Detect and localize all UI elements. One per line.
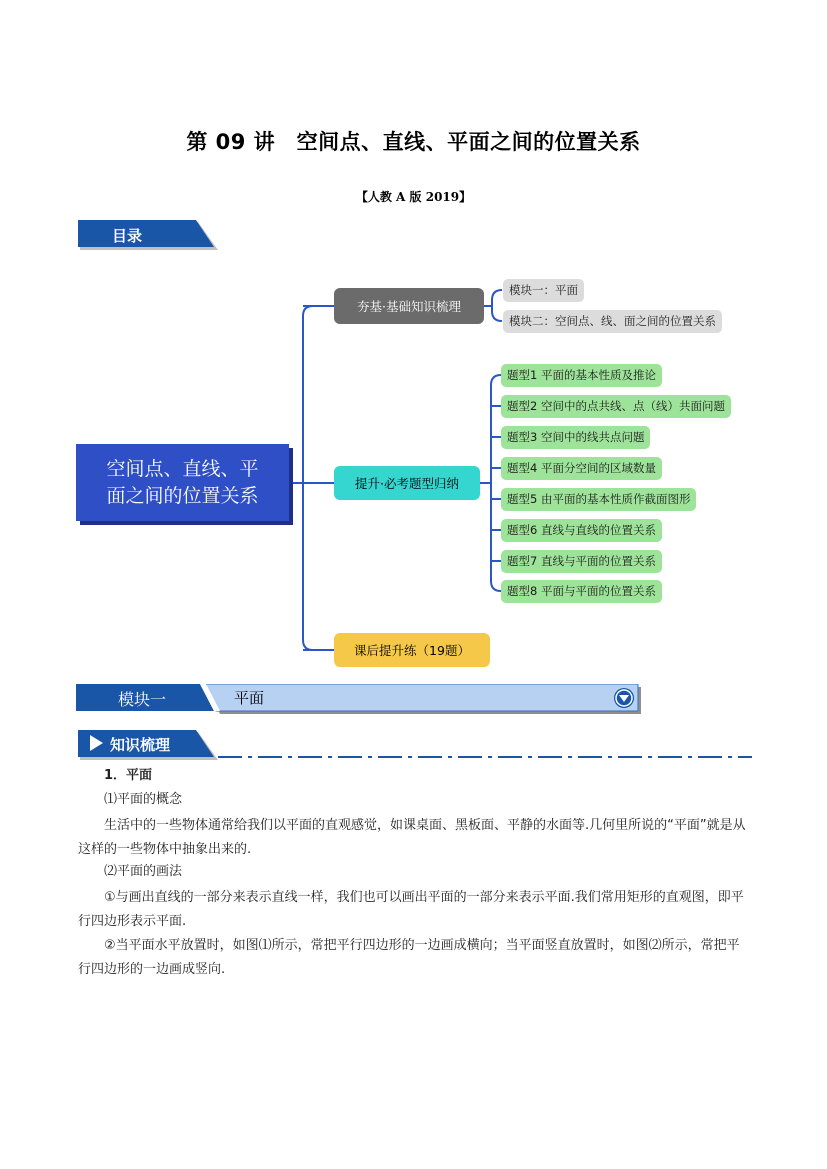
mindmap-branch-practice: 课后提升练（19题） (334, 633, 490, 667)
content-para3: ②当平面水平放置时，如图⑴所示，常把平行四边形的一边画成横向；当平面竖直放置时，如图⑵所示，常把平行四边形的一边画成竖向. (78, 938, 740, 977)
mindmap-leaf-type-6: 题型6 直线与直线的位置关系 (501, 519, 662, 542)
play-triangle-icon (90, 735, 104, 755)
content-sub2: ⑵平面的画法 (104, 864, 183, 879)
page-title: 第 09 讲 空间点、直线、平面之间的位置关系 (186, 130, 641, 154)
content-para2: ①与画出直线的一部分来表示直线一样，我们也可以画出平面的一部分来表示平面.我们常用矩形的直观图，即平行四边形表示平面. (78, 890, 744, 929)
mindmap-leaf-module-1: 模块一：平面 (503, 279, 584, 302)
content-para1: 生活中的一些物体通常给我们以平面的直观感觉，如课桌面、黑板面、平静的水面等.几何里所说的“平面”就是从这样的一些物体中抽象出来的. (78, 818, 746, 857)
section-label: 知识梳理 (110, 736, 171, 754)
edition-subtitle: 【人教 A 版 2019】 (355, 190, 472, 204)
mindmap-root (76, 444, 289, 521)
section-header-shape (78, 730, 752, 762)
mindmap-leaf-type-2: 题型2 空间中的点共线、点（线）共面问题 (501, 395, 731, 418)
mindmap-leaf-type-7: 题型7 直线与平面的位置关系 (501, 550, 662, 573)
toc-label: 目录 (112, 227, 143, 245)
mindmap-leaf-type-3: 题型3 空间中的线共点问题 (501, 426, 650, 449)
mindmap-leaf-type-8: 题型8 平面与平面的位置关系 (501, 580, 662, 603)
mindmap-leaf-module-2: 模块二：空间点、线、面之间的位置关系 (503, 310, 722, 333)
mindmap-root-line1: 空间点、直线、平 (106, 457, 259, 480)
mindmap-root-line2: 面之间的位置关系 (106, 484, 259, 507)
chevron-down-circle-icon[interactable] (613, 687, 635, 713)
module-bar (76, 684, 641, 714)
mindmap-branch-question-types: 提升·必考题型归纳 (334, 466, 480, 500)
content-sub1: ⑴平面的概念 (104, 792, 183, 807)
mindmap-leaf-type-1: 题型1 平面的基本性质及推论 (501, 364, 662, 387)
mindmap-leaf-type-5: 题型5 由平面的基本性质作截面图形 (501, 488, 696, 511)
content-heading: 1．平面 (104, 768, 153, 783)
mindmap-leaf-type-4: 题型4 平面分空间的区域数量 (501, 457, 662, 480)
module-bar-topic: 平面 (234, 689, 265, 707)
module-bar-label: 模块一 (118, 690, 167, 709)
section-header (78, 730, 752, 762)
mindmap-branch-basics: 夯基·基础知识梳理 (334, 288, 484, 324)
